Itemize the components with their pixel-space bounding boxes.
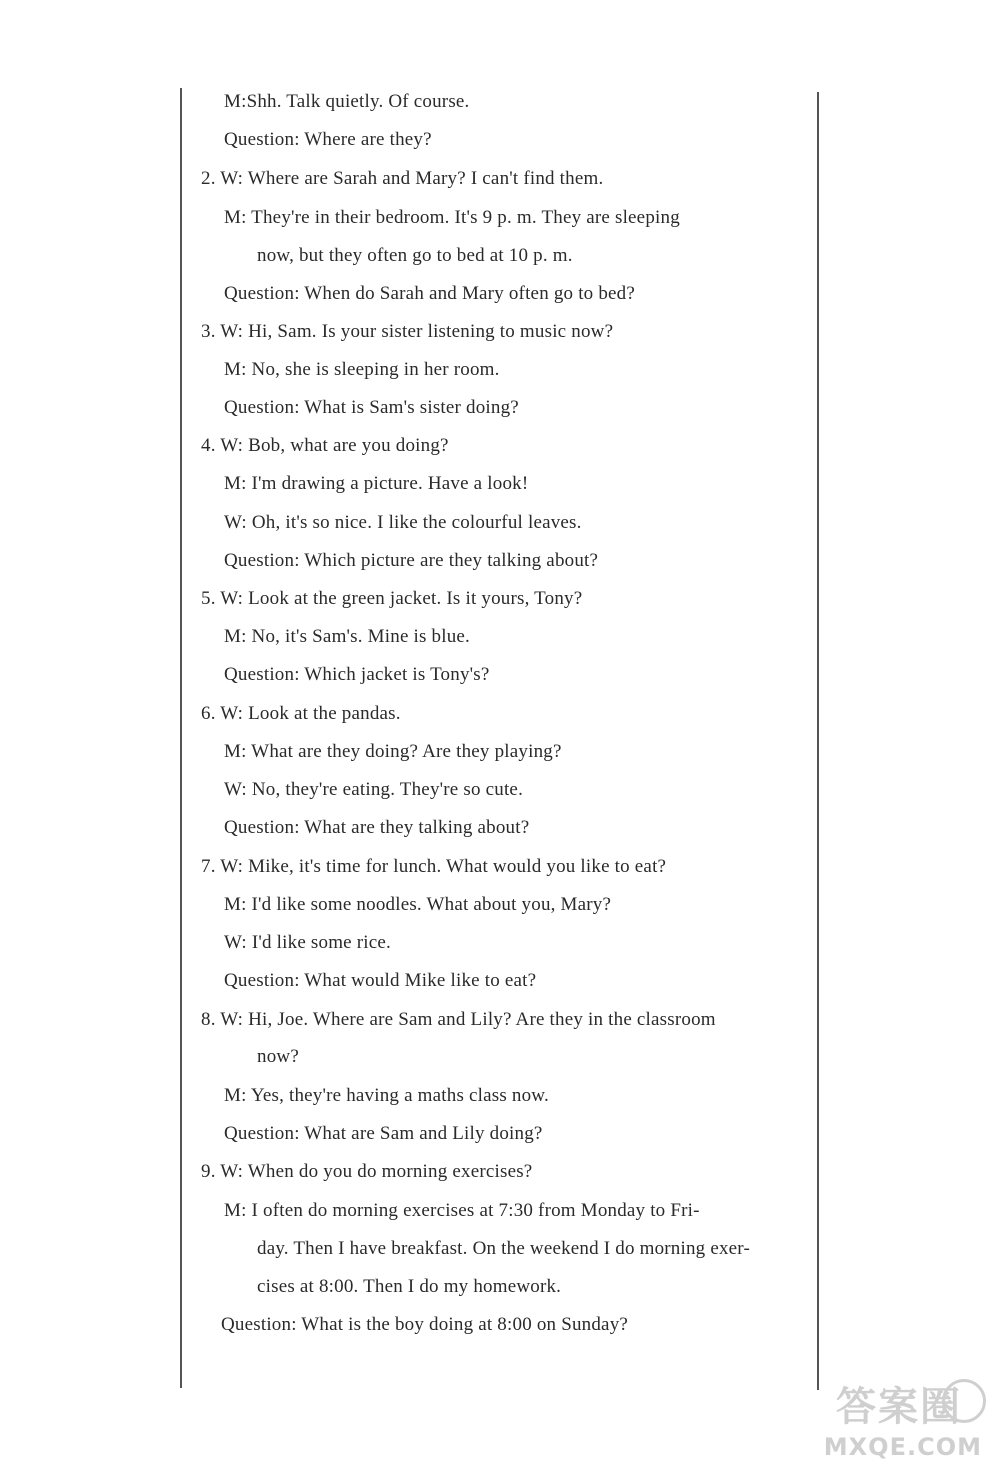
dialogue-line: M: No, she is sleeping in her room. [224, 359, 500, 380]
question-line: Question: Where are they? [224, 129, 432, 150]
dialogue-line: 2. W: Where are Sarah and Mary? I can't find them. [201, 168, 604, 189]
dialogue-line: now? [257, 1046, 299, 1067]
dialogue-line: day. Then I have breakfast. On the weekend I do morning exer- [257, 1238, 750, 1259]
right-margin-rule [817, 92, 819, 1390]
question-line: Question: What is Sam's sister doing? [224, 397, 519, 418]
watermark-url: MXQE.COM [823, 1433, 982, 1461]
dialogue-line: M:Shh. Talk quietly. Of course. [224, 91, 470, 112]
dialogue-line: 4. W: Bob, what are you doing? [201, 435, 449, 456]
dialogue-line: W: Oh, it's so nice. I like the colourful leaves. [224, 512, 582, 533]
question-line: Question: What are they talking about? [224, 817, 530, 838]
question-line: Question: What would Mike like to eat? [224, 970, 537, 991]
question-line: Question: When do Sarah and Mary often go to bed? [224, 283, 635, 304]
dialogue-line: 7. W: Mike, it's time for lunch. What would you like to eat? [201, 856, 667, 877]
dialogue-line: W: No, they're eating. They're so cute. [224, 779, 524, 800]
dialogue-line: M: I often do morning exercises at 7:30 from Monday to Fri- [224, 1200, 700, 1221]
dialogue-line: M: What are they doing? Are they playing? [224, 741, 562, 762]
dialogue-line: 5. W: Look at the green jacket. Is it yours, Tony? [201, 588, 583, 609]
dialogue-line: 6. W: Look at the pandas. [201, 703, 401, 724]
question-line: Question: What is the boy doing at 8:00 on Sunday? [221, 1314, 629, 1335]
left-margin-rule [180, 88, 182, 1388]
watermark-title: 答案圈 [836, 1384, 962, 1430]
dialogue-line: cises at 8:00. Then I do my homework. [257, 1276, 562, 1297]
question-line: Question: Which jacket is Tony's? [224, 664, 490, 685]
dialogue-line: 8. W: Hi, Joe. Where are Sam and Lily? Are they in the classroom [201, 1009, 716, 1030]
dialogue-line: M: Yes, they're having a maths class now. [224, 1085, 549, 1106]
dialogue-line: 3. W: Hi, Sam. Is your sister listening to music now? [201, 321, 614, 342]
dialogue-line: M: I'm drawing a picture. Have a look! [224, 473, 529, 494]
question-line: Question: What are Sam and Lily doing? [224, 1123, 543, 1144]
dialogue-line: M: They're in their bedroom. It's 9 p. m. They are sleeping [224, 207, 680, 228]
dialogue-line: M: I'd like some noodles. What about you, Mary? [224, 894, 612, 915]
question-line: Question: Which picture are they talking about? [224, 550, 599, 571]
dialogue-line: W: I'd like some rice. [224, 932, 391, 953]
watermark [786, 1375, 986, 1465]
dialogue-line: now, but they often go to bed at 10 p. m. [257, 245, 573, 266]
dialogue-line: M: No, it's Sam's. Mine is blue. [224, 626, 471, 647]
dialogue-line: 9. W: When do you do morning exercises? [201, 1161, 533, 1182]
